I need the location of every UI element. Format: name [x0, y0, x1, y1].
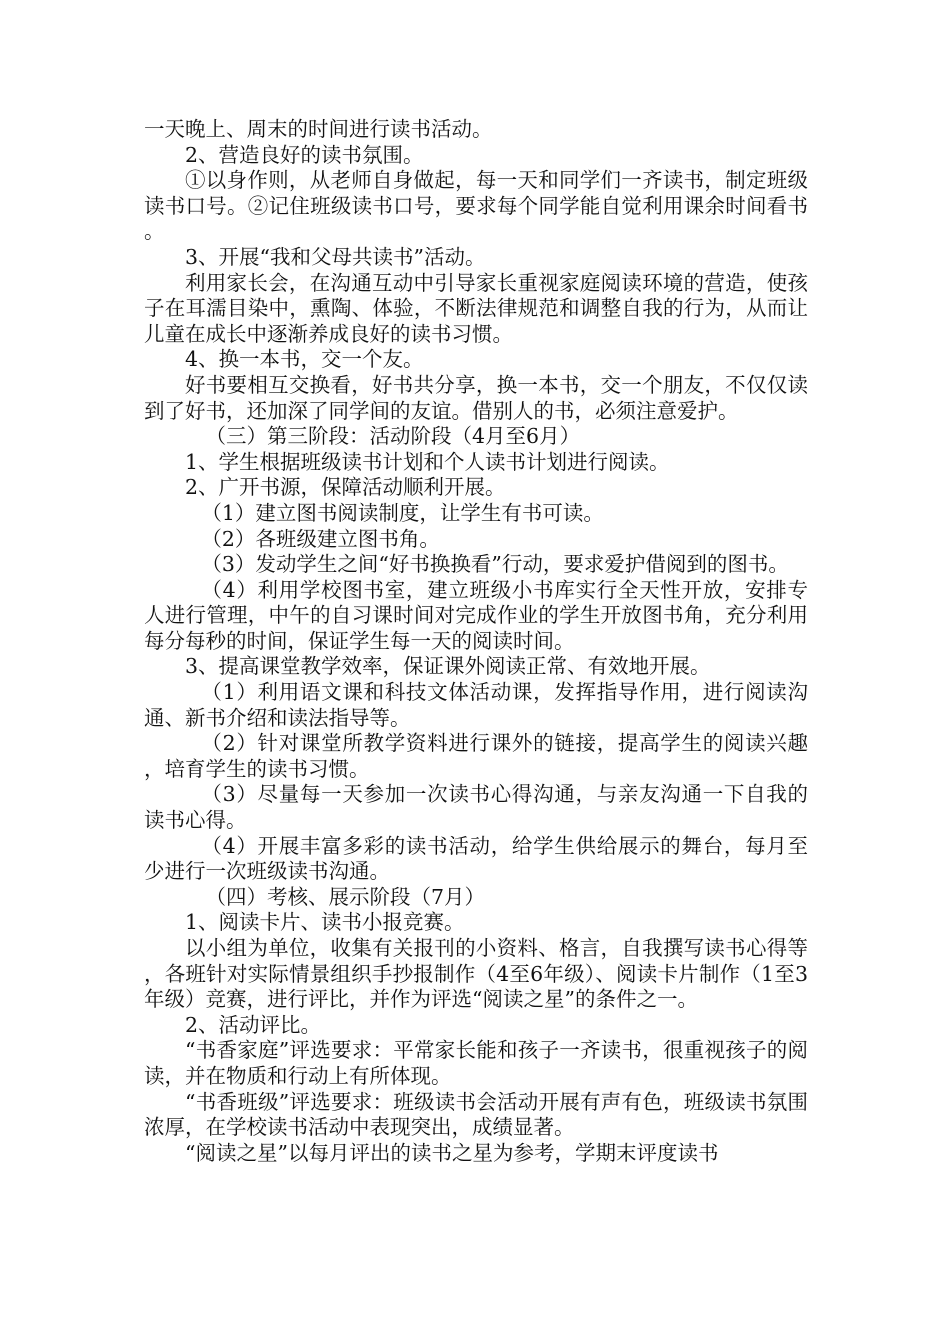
body-paragraph: 以小组为单位，收集有关报刊的小资料、格言，自我撰写读书心得等，各班针对实际情景组织手抄报制作（4至6年级）、阅读卡片制作（1至3年级）竞赛，进行评比，并作为评选“阅读之星”的条件之一。	[144, 936, 808, 1012]
sub-item-4: （4）利用学校图书室，建立班级小书库实行全天性开放，安排专人进行管理，中午的自习课时间对完成作业的学生开放图书角，充分利用每分每秒的时间，保证学生每一天的阅读时间。	[144, 577, 808, 653]
item-heading-3: 3、开展“我和父母共读书”活动。	[185, 244, 486, 269]
body-paragraph: 利用家长会，在沟通互动中引导家长重视家庭阅读环境的营造，使孩子在耳濡目染中，熏陶、体验，不断法律规范和调整自我的行为，从而让儿童在成长中逐渐养成良好的读书习惯。	[144, 270, 808, 346]
paragraph-continuation: 一天晚上、周末的时间进行读书活动。	[144, 117, 493, 141]
section-heading-stage-3: （三）第三阶段：活动阶段（4月至6月）	[205, 424, 581, 449]
sub-item-2: （2）各班级建立图书角。	[201, 526, 440, 551]
section-heading-stage-4: （四）考核、展示阶段（7月）	[205, 884, 486, 909]
body-paragraph: “阅读之星”以每月评出的读书之星为参考，学期末评度读书	[185, 1140, 719, 1165]
item-heading-1: 1、阅读卡片、读书小报竞赛。	[185, 910, 465, 935]
sub-item-4: （4）开展丰富多彩的读书活动，给学生供给展示的舞台，每月至少进行一次班级读书沟通。	[144, 833, 808, 884]
sub-item-2: （2）针对课堂所教学资料进行课外的链接，提高学生的阅读兴趣，培育学生的读书习惯。	[144, 731, 808, 781]
sub-item-3: （3）尽量每一天参加一次读书心得沟通，与亲友沟通一下自我的读书心得。	[144, 782, 808, 833]
sub-item-3: （3）发动学生之间“好书换换看”行动，要求爱护借阅到的图书。	[201, 552, 789, 577]
item-heading-2: 2、营造良好的读书氛围。	[185, 142, 424, 167]
body-paragraph: ①以身作则，从老师自身做起，每一天和同学们一齐读书，制定班级读书口号。②记住班级读书口号，要求每个同学能自觉利用课余时间看书。	[144, 168, 808, 244]
body-paragraph: “书香班级”评选要求：班级读书会活动开展有声有色，班级读书氛围浓厚，在学校读书活动中表现突出，成绩显著。	[144, 1089, 808, 1140]
body-paragraph: “书香家庭”评选要求：平常家长能和孩子一齐读书，很重视孩子的阅读，并在物质和行动上有所体现。	[144, 1038, 808, 1088]
sub-item-1: （1）利用语文课和科技文体活动课，发挥指导作用，进行阅读沟通、新书介绍和读法指导等。	[144, 680, 808, 730]
item-heading-3: 3、提高课堂教学效率，保证课外阅读正常、有效地开展。	[185, 654, 711, 679]
item-heading-1: 1、学生根据班级读书计划和个人读书计划进行阅读。	[185, 449, 670, 474]
item-heading-2: 2、活动评比。	[185, 1012, 322, 1037]
document-page	[144, 117, 808, 1166]
body-paragraph: 好书要相互交换看，好书共分享，换一本书，交一个朋友，不仅仅读到了好书，还加深了同学间的友谊。借别人的书，必须注意爱护。	[144, 372, 808, 423]
sub-item-1: （1）建立图书阅读制度，让学生有书可读。	[201, 500, 604, 525]
item-heading-2: 2、广开书源，保障活动顺利开展。	[185, 475, 506, 500]
item-heading-4: 4、换一本书，交一个友。	[185, 347, 424, 372]
